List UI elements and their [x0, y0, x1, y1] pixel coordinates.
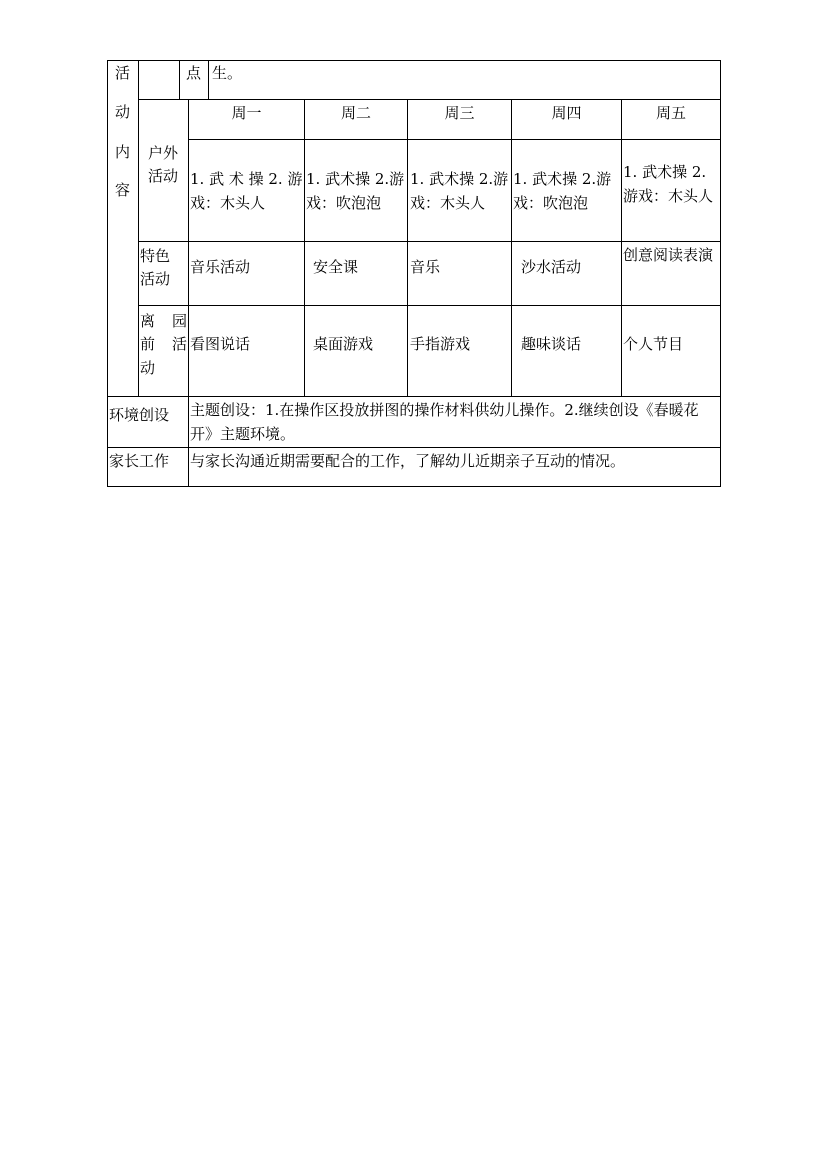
special-cell-wednesday: 音乐 — [410, 258, 441, 276]
col-divider — [511, 99, 512, 397]
outdoor-label: 活动 — [148, 167, 179, 185]
outdoor-cell-monday: 戏：木头人 — [190, 194, 266, 212]
leaving-cell-friday: 个人节目 — [623, 335, 684, 353]
col-divider — [304, 99, 305, 397]
top-row-char-dian: 点 — [186, 64, 202, 82]
table-border-right — [720, 60, 721, 487]
outdoor-cell-tuesday: 1. 武术操 2.游 — [306, 170, 405, 188]
outdoor-label: 户外 — [148, 144, 179, 162]
col-divider — [179, 60, 180, 100]
activity-label-char: 动 — [115, 103, 131, 121]
environment-content: 主题创设：1.在操作区投放拼图的操作材料供幼儿操作。2.继续创设《春暖花开》主题环境。 — [190, 401, 699, 443]
row-divider — [107, 396, 721, 397]
leaving-label: 动 — [140, 359, 156, 377]
special-label: 活动 — [140, 270, 171, 288]
row-divider — [188, 139, 721, 140]
special-cell-tuesday: 安全课 — [313, 258, 359, 276]
row-divider — [138, 305, 721, 306]
outdoor-cell-friday: 游戏：木头人 — [623, 187, 714, 205]
row-divider — [107, 447, 721, 448]
outdoor-cell-wednesday: 1. 武术操 2.游 — [410, 170, 509, 188]
outdoor-cell-friday: 1. 武术操 2. — [623, 163, 707, 181]
weekday-monday: 周一 — [231, 104, 262, 122]
environment-label: 环境创设 — [109, 406, 170, 424]
parents-label: 家长工作 — [109, 452, 170, 470]
activity-label-char: 内 — [115, 143, 131, 161]
col-divider — [621, 99, 622, 397]
top-row-text: 生。 — [212, 64, 243, 82]
row-divider — [138, 99, 721, 100]
leaving-label: 离 园 — [140, 312, 187, 330]
top-row-char-huo: 活 — [115, 64, 131, 82]
outdoor-cell-thursday: 戏：吹泡泡 — [513, 194, 589, 212]
activity-label-char: 容 — [115, 181, 131, 199]
col-divider — [138, 60, 139, 397]
special-cell-monday: 音乐活动 — [190, 258, 251, 276]
table-border-bottom — [107, 486, 721, 487]
leaving-cell-thursday: 趣味谈话 — [521, 335, 582, 353]
table-border-left — [107, 60, 108, 487]
special-cell-friday: 创意阅读表演 — [623, 246, 714, 264]
special-label: 特色 — [140, 247, 171, 265]
leaving-label: 前 活 — [140, 335, 187, 353]
leaving-cell-tuesday: 桌面游戏 — [313, 335, 374, 353]
col-divider — [407, 99, 408, 397]
col-divider — [188, 99, 189, 487]
parents-content: 与家长沟通近期需要配合的工作，了解幼儿近期亲子互动的情况。 — [190, 452, 626, 470]
weekday-wednesday: 周三 — [444, 104, 475, 122]
row-divider — [138, 241, 721, 242]
weekday-tuesday: 周二 — [340, 104, 371, 122]
weekday-friday: 周五 — [655, 104, 686, 122]
outdoor-cell-monday: 1. 武 术 操 2. 游 — [190, 170, 303, 188]
outdoor-cell-wednesday: 戏：木头人 — [410, 194, 486, 212]
weekday-thursday: 周四 — [551, 104, 582, 122]
outdoor-cell-thursday: 1. 武术操 2.游 — [513, 170, 612, 188]
col-divider — [208, 60, 209, 100]
leaving-cell-monday: 看图说话 — [190, 335, 251, 353]
leaving-cell-wednesday: 手指游戏 — [410, 335, 471, 353]
special-cell-thursday: 沙水活动 — [521, 258, 582, 276]
outdoor-cell-tuesday: 戏：吹泡泡 — [306, 194, 382, 212]
